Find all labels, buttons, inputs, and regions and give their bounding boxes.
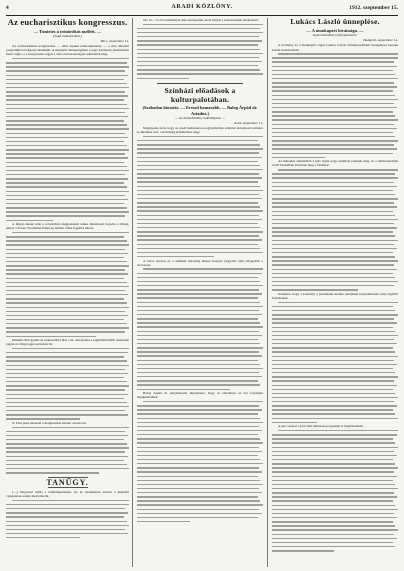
continued-paragraph: tárt 13—15 évi eredményei után szerepeltek, most hívjuk a szerencsének elérkezését. [143, 18, 259, 22]
text-block [6, 57, 129, 223]
article-paragraph: Balog Árpád dr. polgármester kijelentette, hogy az előadások az ősz folyamán megkezdődnek. [137, 391, 263, 400]
article-subheadline: — A munkapárt kívánsága. — [306, 27, 364, 33]
print-line [137, 30, 263, 34]
article-dateline: Bécs, szeptember 14. [100, 38, 129, 43]
print-line [137, 520, 263, 524]
newspaper-title: ARADI KÖZLÖNY. [171, 4, 233, 10]
print-line [272, 482, 398, 486]
print-line [137, 515, 263, 519]
print-line [137, 486, 263, 490]
article-paragraph: A kormány és a munkapárt tagjai Lukács László miniszterelnököt ünnepélyes keretek között köszöntötték. [272, 43, 398, 52]
print-line [137, 370, 263, 374]
print-line [6, 110, 129, 114]
print-line [6, 288, 129, 292]
print-line [272, 221, 398, 225]
print-line [137, 428, 263, 432]
article-dateline: Budapest, szeptember 14. [363, 38, 398, 43]
article-divider [157, 83, 243, 84]
print-line [272, 101, 398, 105]
print-line [272, 308, 398, 312]
print-line [272, 395, 398, 399]
article-paragraph: Az ünneplés alkalmából a párt tagjai nagy számban jelentek meg, és a miniszterelnök rövid beszédben köszönte meg a bizalmat. [272, 159, 398, 168]
article-paragraph: Meglepetés után, hogy az aradi kulturpalota nagytermében színházi előadások tartására is alkalmas lesz, a közönség érdeklődése nagy. [137, 126, 263, 135]
print-line [6, 433, 129, 437]
text-block [272, 52, 398, 160]
print-line [6, 502, 129, 506]
print-line [6, 536, 129, 540]
column-2 [137, 18, 263, 567]
article-paragraph: X. Pius pápa üzenetét a kongresszus elnöke olvasta fel. [12, 420, 87, 425]
column-divider-2 [267, 18, 268, 567]
print-line [6, 81, 129, 85]
text-block [137, 22, 263, 80]
print-line [137, 341, 263, 345]
print-line [6, 317, 129, 321]
print-line [137, 163, 263, 167]
article-subheadline: (Szabadon kiosztás. — Ereszd hamarabb. — Balog Árpád dr. Ariadne.) [142, 105, 258, 116]
article-dateline: Arad, szeptember 14. [234, 120, 263, 125]
print-line [137, 134, 263, 138]
article-paragraph: A fényes menet után a trónörökös megjelenését lelkes tüntetéssel fogadta a tömeg, amely a Ferenc Ferdinánd főherceg mellett állást foglalva éltette. [6, 222, 129, 231]
text-block [272, 168, 398, 292]
print-line [137, 457, 263, 461]
column-divider-1 [132, 18, 133, 567]
print-line [6, 462, 129, 466]
article-paragraph: A párt vezérei a jövő heti ülésszak programját is megbeszélték. [278, 424, 364, 429]
section-heading: TANÜGY. [46, 477, 89, 487]
article-kicker: (Saját tudósítónktól.) [53, 33, 82, 38]
issue-date: 1912. szeptember 15. [349, 5, 398, 11]
article-subheadline: — Tüntetés a trónörökös mellett. — [33, 28, 102, 34]
article-kicker: — Az Aradi Közlöny tudósítójától. — [174, 115, 226, 120]
article-paragraph: A város tanácsa és a színházi bizottság ülésén hosszas tárgyalás után elfogadták a tervezetet. [137, 258, 263, 267]
print-line [6, 471, 129, 475]
article-headline: Az eucharisztikus kongresszus. [7, 18, 128, 27]
text-block [272, 429, 398, 553]
print-line [6, 375, 129, 379]
article-paragraph: Az eucharisztikus kongresszus — mint lapunk telefonjelentése — a mai délutáni programmon befejezte munkáját. A megnyitó ünnepségeken a nagy közönség jelenlétében ment végbe, s a kongresszus tagjai a város nevezetességeit tekintették meg. [6, 44, 129, 57]
page-number: 4 [6, 5, 9, 11]
article-headline: Lukács László ünneplése. [290, 18, 380, 26]
article-headline: Színházi előadások a kulturpalotában. [164, 86, 236, 104]
masthead-rule [6, 15, 398, 16]
print-line [137, 192, 263, 196]
print-line [6, 259, 129, 263]
text-block [6, 230, 129, 338]
print-line [272, 250, 398, 254]
print-line [272, 366, 398, 370]
print-line [6, 531, 129, 535]
print-line [272, 337, 398, 341]
column-1 [6, 18, 129, 567]
section-paragraph: (—) Szigorlati újítás a tanítóképzőkben. Az új rendelkezés szerint a képesítő vizsgálatok rendje megváltozik. [6, 489, 129, 499]
print-line [272, 279, 398, 283]
article-kicker: Saját tudósítónk telefonjelentése. [312, 33, 358, 37]
print-line [6, 172, 129, 176]
print-line [6, 346, 129, 350]
print-line [6, 230, 129, 234]
article-paragraph: Délután több gyűlés és szakosztályi ülés volt, amelyeken a legkülönbözőbb nemzetek papjai és világi tagjai szólaltak fel. [6, 338, 129, 347]
print-line [137, 312, 263, 316]
section-rule [48, 487, 88, 488]
text-block [6, 498, 129, 539]
print-line [6, 404, 129, 408]
print-line [272, 72, 398, 76]
text-block [137, 267, 263, 391]
article-paragraph: Kiemelte, hogy a kormány a parlamenti munka rendjének helyreállítását tartja legfőbb feladatának. [272, 291, 398, 301]
print-line [137, 59, 263, 63]
print-line [272, 549, 398, 553]
text-block [137, 399, 263, 523]
print-line [6, 201, 129, 205]
masthead [6, 4, 398, 15]
text-block [137, 134, 263, 258]
column-3 [272, 18, 398, 567]
print-line [137, 76, 263, 80]
text-block [6, 425, 129, 475]
print-line [137, 399, 263, 403]
print-line [272, 511, 398, 515]
text-block [6, 346, 129, 421]
text-block [272, 300, 398, 424]
print-line [272, 453, 398, 457]
